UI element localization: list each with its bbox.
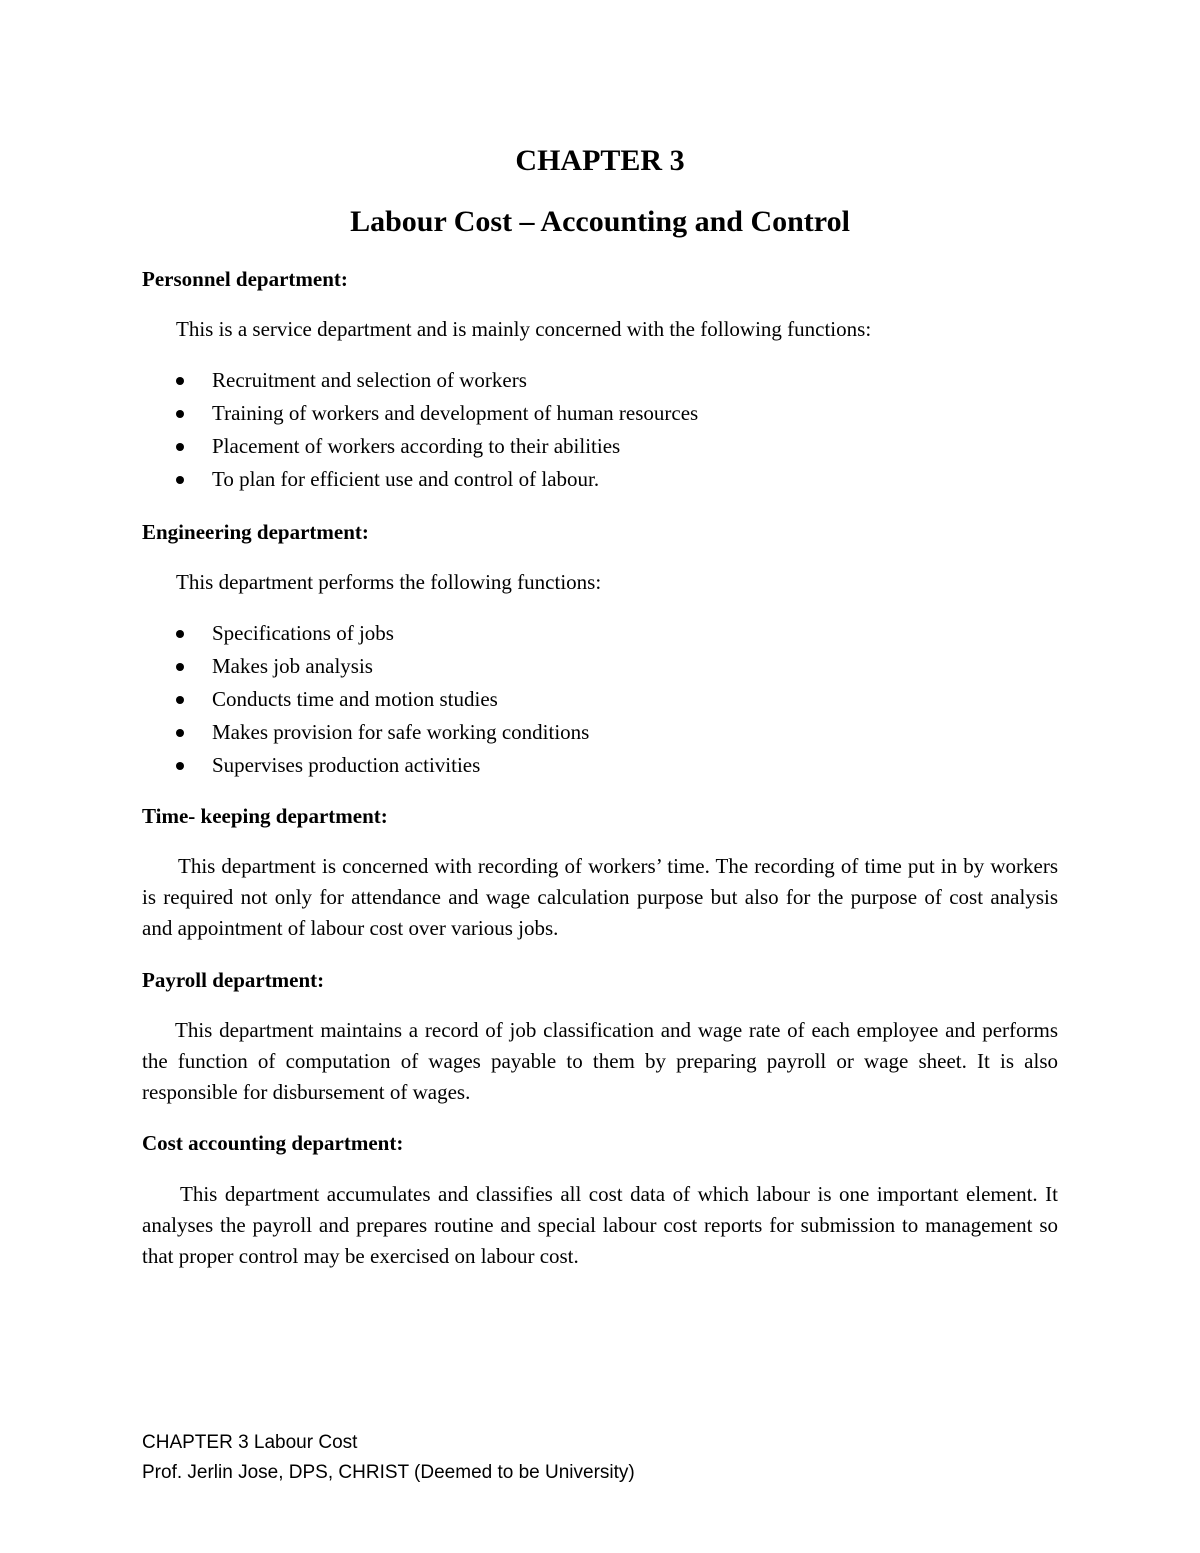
list-item <box>142 364 698 397</box>
engineering-heading: Engineering department: <box>142 520 369 544</box>
bullet-icon <box>176 663 184 671</box>
list-item-text: Supervises production activities <box>212 753 481 777</box>
engineering-function-list <box>142 617 589 782</box>
list-item <box>142 463 698 496</box>
document-title: Labour Cost – Accounting and Control <box>350 205 850 238</box>
list-item <box>142 397 698 430</box>
list-item <box>142 430 698 463</box>
bullet-icon <box>176 410 184 418</box>
list-item-text: Specifications of jobs <box>212 621 394 645</box>
list-item-text: Recruitment and selection of workers <box>212 368 527 392</box>
list-item-text: Makes provision for safe working conditions <box>212 720 590 744</box>
list-item <box>142 617 589 650</box>
bullet-icon <box>176 443 184 451</box>
timekeeping-heading: Time- keeping department: <box>142 804 388 828</box>
list-item-text: Conducts time and motion studies <box>212 687 498 711</box>
footer-chapter: CHAPTER 3 Labour Cost <box>142 1432 358 1453</box>
list-item <box>142 650 589 683</box>
list-item <box>142 683 589 716</box>
bullet-icon <box>176 476 184 484</box>
personnel-function-list <box>142 364 698 496</box>
list-item <box>142 716 589 749</box>
list-item-text: Makes job analysis <box>212 654 373 678</box>
bullet-icon <box>176 377 184 385</box>
list-item-text: To plan for efficient use and control of labour. <box>212 467 600 491</box>
chapter-number: CHAPTER 3 <box>515 144 685 177</box>
engineering-intro: This department performs the following functions: <box>176 570 602 594</box>
footer-author: Prof. Jerlin Jose, DPS, CHRIST (Deemed to be University) <box>142 1462 635 1483</box>
list-item-text: Training of workers and development of human resources <box>212 401 699 425</box>
payroll-paragraph: This department maintains a record of job classification and wage rate of each employee and performs the function of computation of wages payable to them by preparing payroll or wage sheet. It is also responsible for disbursement of wages. <box>142 1018 1058 1104</box>
bullet-icon <box>176 729 184 737</box>
cost-accounting-paragraph: This department accumulates and classifies all cost data of which labour is one important element. It analyses the payroll and prepares routine and special labour cost reports for submission to management so that proper control may be exercised on labour cost. <box>142 1182 1058 1268</box>
list-item <box>142 749 589 782</box>
timekeeping-paragraph: This department is concerned with recording of workers’ time. The recording of time put in by workers is required not only for attendance and wage calculation purpose but also for the purpose of cost analysis and appointment of labour cost over various jobs. <box>142 854 1058 940</box>
list-item-text: Placement of workers according to their abilities <box>212 434 621 458</box>
payroll-heading: Payroll department: <box>142 968 325 992</box>
personnel-intro: This is a service department and is mainly concerned with the following functions: <box>176 317 872 341</box>
cost-accounting-heading: Cost accounting department: <box>142 1131 404 1155</box>
bullet-icon <box>176 762 184 770</box>
bullet-icon <box>176 696 184 704</box>
bullet-icon <box>176 630 184 638</box>
personnel-heading: Personnel department: <box>142 267 348 291</box>
